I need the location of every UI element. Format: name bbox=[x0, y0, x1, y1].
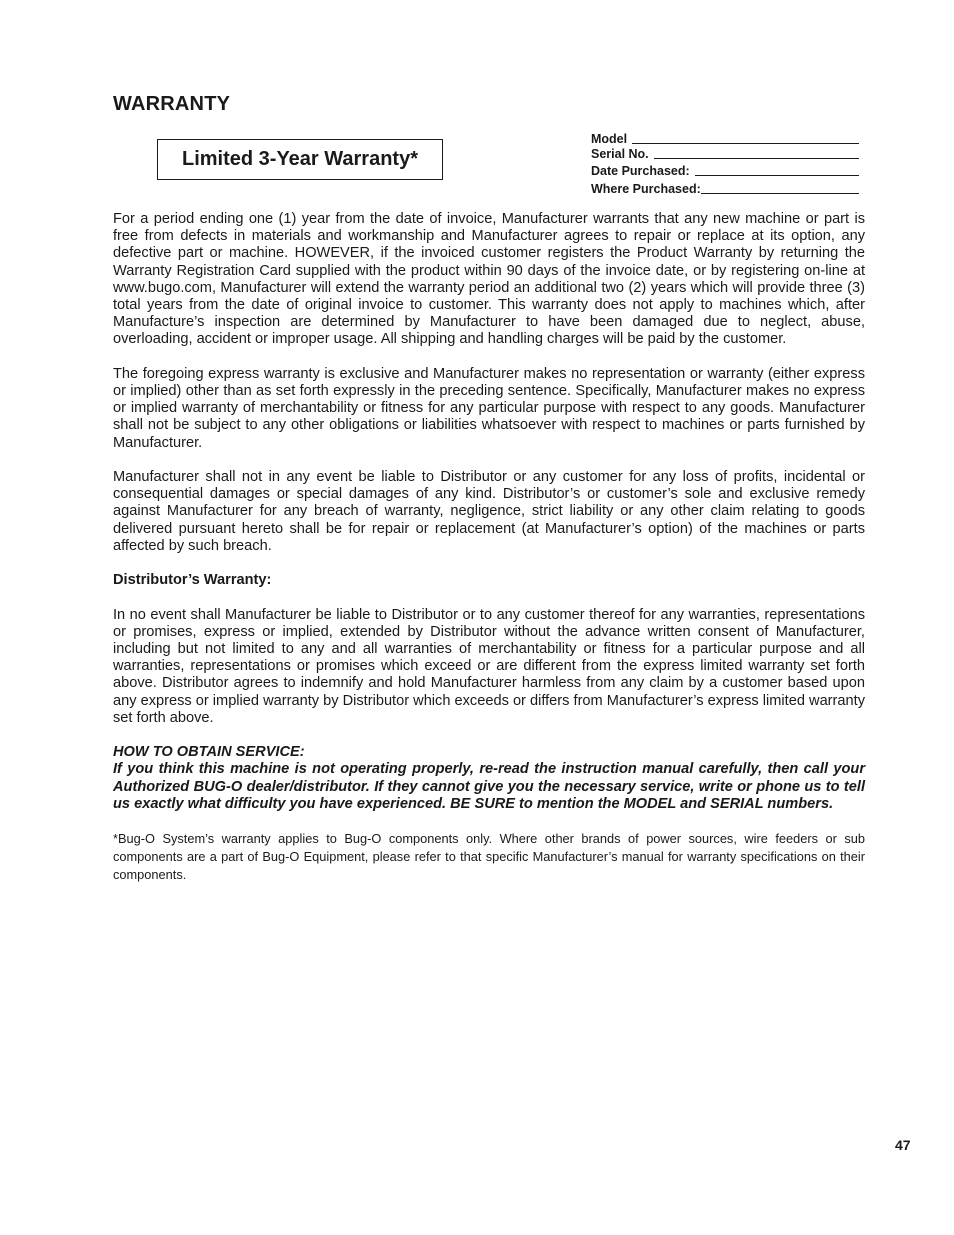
page-title: WARRANTY bbox=[113, 93, 231, 115]
footnote: *Bug-O System’s warranty applies to Bug-O components only. Where other brands of power sources, wire feeders or sub components are a part of Bug-O Equipment, please refer to that specific Manufacturer’s manual for warranty specifications on their components. bbox=[113, 831, 865, 883]
date-purchased-label: Date Purchased: bbox=[591, 164, 690, 178]
registration-form bbox=[591, 129, 859, 196]
page-number: 47 bbox=[895, 1137, 911, 1153]
date-purchased-field bbox=[591, 161, 859, 178]
where-purchased-blank-line bbox=[701, 181, 859, 194]
model-blank-line bbox=[632, 131, 859, 144]
warranty-paragraph-1: For a period ending one (1) year from the date of invoice, Manufacturer warrants that any new machine or part is free from defects in materials and workmanship and Manufacturer agrees to repair or replace at its option, any defective part or machine. HOWEVER, if the invoiced customer registers the Product Warranty by returning the Warranty Registration Card supplied with the product within 90 days of the invoice date, or by registering on-line at www.bugo.com, Manufacturer will extend the warranty period an additional two (2) years which will provide three (3) total years from the date of original invoice to customer. This warranty does not apply to machines which, after Manufacture’s inspection are determined by Manufacturer to have been damaged due to neglect, abuse, overloading, accident or improper usage. All shipping and handling charges will be paid by the customer. bbox=[113, 211, 865, 348]
where-purchased-label: Where Purchased: bbox=[591, 182, 701, 196]
serial-blank-line bbox=[654, 146, 859, 159]
model-field bbox=[591, 129, 859, 146]
distributor-warranty-heading: Distributor’s Warranty: bbox=[113, 572, 272, 589]
service-heading: HOW TO OBTAIN SERVICE: bbox=[113, 744, 305, 761]
distributor-warranty-paragraph: In no event shall Manufacturer be liable to Distributor or to any customer thereof for any warranties, representations or promises, express or implied, extended by Distributor without the advance written consent of Manufacturer, including but not limited to any and all warranties of merchantability or fitness for a particular purpose and all warranties, representations or promises which exceed or are different from the express limited warranty set forth above. Distributor agrees to indemnify and hold Manufacturer harmless from any claim by a customer based upon any express or implied warranty by Distributor which exceeds or differs from Manufacturer’s express limited warranty set forth above. bbox=[113, 606, 865, 726]
service-instructions: If you think this machine is not operating properly, re-read the instruction manual carefully, then call your Authorized BUG-O dealer/distributor. If they cannot give you the necessary service, write or phone us to tell us exactly what difficulty you have experienced. BE SURE to mention the MODEL and SERIAL numbers. bbox=[113, 761, 865, 812]
serial-label: Serial No. bbox=[591, 147, 649, 161]
date-purchased-blank-line bbox=[695, 163, 859, 176]
serial-field bbox=[591, 146, 859, 161]
model-label: Model bbox=[591, 132, 628, 146]
warranty-title-box: Limited 3-Year Warranty* bbox=[157, 139, 443, 180]
where-purchased-field bbox=[591, 178, 859, 196]
warranty-paragraph-2: The foregoing express warranty is exclusive and Manufacturer makes no representation or warranty (either express or implied) other than as set forth expressly in the preceding sentence. Specifically, Manufacturer makes no express or implied warranty of merchantability or fitness for any particular purpose with respect to any goods. Manufacturer shall not be subject to any other obligations or liabilities whatsoever with respect to machines or parts furnished by Manufacturer. bbox=[113, 365, 865, 451]
warranty-body bbox=[113, 211, 865, 901]
warranty-paragraph-3: Manufacturer shall not in any event be liable to Distributor or any customer for any loss of profits, incidental or consequential damages or special damages of any kind. Distributor’s or customer’s sole and exclusive remedy against Manufacturer for any breach of warranty, negligence, strict liability or any other claim relating to goods delivered pursuant hereto shall be for repair or replacement (at Manufacturer’s option) of the machines or parts affected by such breach. bbox=[113, 469, 865, 554]
service-section bbox=[113, 744, 865, 813]
